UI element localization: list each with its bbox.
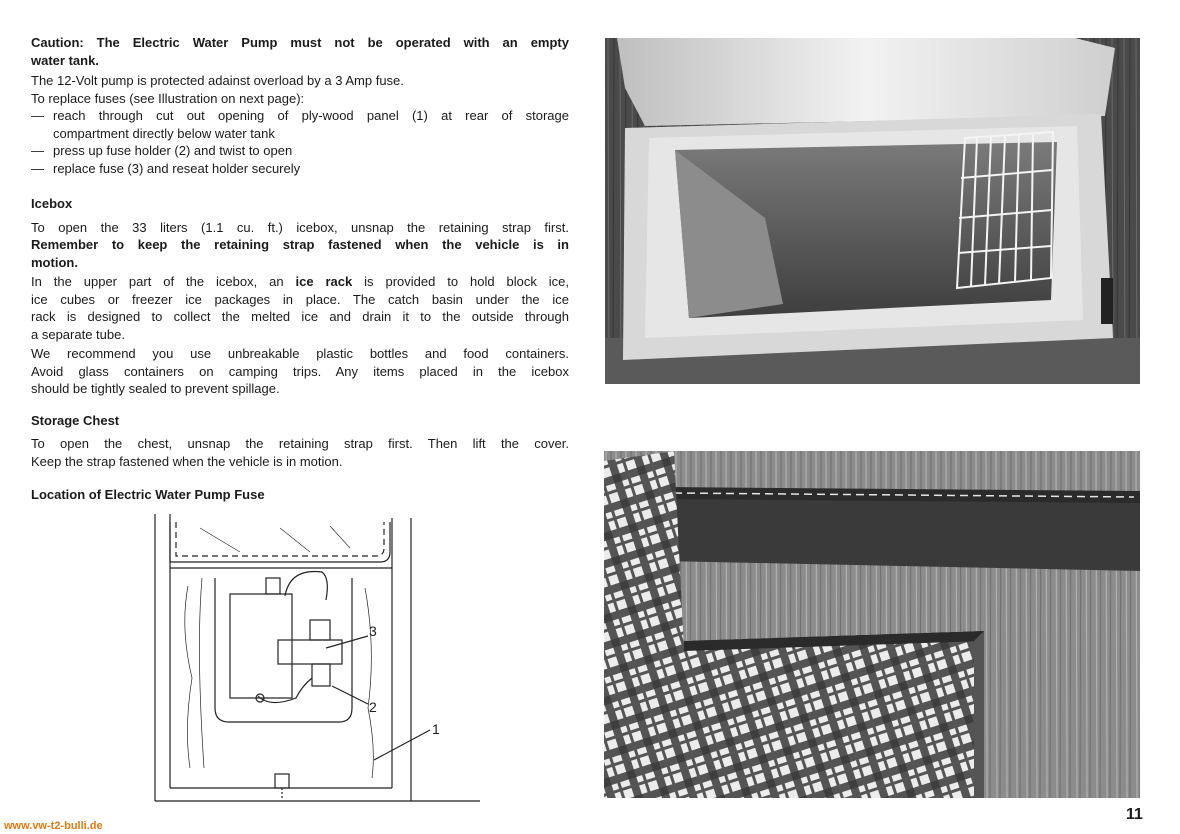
icebox-p1a: To open the 33 liters (1.1 cu. ft.) icebox, unsnap the retaining strap first. <box>31 219 569 235</box>
storage-chest-photo-image <box>604 451 1140 798</box>
icebox-photo-image <box>605 38 1140 384</box>
chest-p1b: Keep the strap fastened when the vehicle is in motion. <box>31 453 343 469</box>
footer-website-url: www.vw-t2-bulli.de <box>4 820 103 832</box>
icebox-p2a-post: is provided to hold block ice, <box>352 274 569 289</box>
fuse-location-heading: Location of Electric Water Pump Fuse <box>31 487 265 502</box>
chest-heading: Storage Chest <box>31 412 120 428</box>
pump-step-1a: — reach through cut out opening of ply-wood panel (1) at rear of storage <box>31 107 569 125</box>
icebox-p2a <box>31 273 569 291</box>
icebox-p2c: rack is designed to collect the melted ice and drain it to the outside through <box>31 309 569 324</box>
pump-step-1b: compartment directly below water tank <box>53 125 275 141</box>
icebox-p2b: ice cubes or freezer ice packages in place. The catch basin under the ice <box>31 291 569 307</box>
ice-rack-term: ice rack <box>295 274 353 289</box>
fuse-location-illustration <box>140 508 480 804</box>
icebox-p2d: a separate tube. <box>31 326 125 342</box>
icebox-p1b: Remember to keep the retaining strap fastened when the vehicle is in <box>31 237 569 252</box>
page-number: 11 <box>1126 806 1143 823</box>
figure-label-2: 2 <box>369 699 377 715</box>
figure-label-3: 3 <box>369 623 377 639</box>
pump-step-2: — press up fuse holder (2) and twist to open <box>31 142 569 160</box>
icebox-p3c: should be tightly sealed to prevent spillage. <box>31 381 280 396</box>
icebox-p3a: We recommend you use unbreakable plastic bottles and food containers. <box>31 346 569 361</box>
pump-line-1: The 12-Volt pump is protected adainst overload by a 3 Amp fuse. <box>31 73 404 88</box>
pump-line-2: To replace fuses (see Illustration on next page): <box>31 90 305 106</box>
chest-p1a: To open the chest, unsnap the retaining strap first. Then lift the cover. <box>31 436 569 451</box>
figure-label-1: 1 <box>432 721 440 737</box>
icebox-photo <box>605 38 1140 384</box>
caution-line-2: water tank. <box>31 52 99 68</box>
icebox-p1c: motion. <box>31 254 78 270</box>
text-column <box>31 34 569 510</box>
icebox-heading: Icebox <box>31 196 73 211</box>
icebox-p3b: Avoid glass containers on camping trips. Any items placed in the icebox <box>31 363 569 379</box>
caution-line-1: Caution: The Electric Water Pump must not be operated with an empty <box>31 35 569 50</box>
storage-chest-photo <box>604 451 1140 798</box>
icebox-p2a-pre: In the upper part of the icebox, an <box>31 274 296 289</box>
pump-step-3: — replace fuse (3) and reseat holder securely <box>31 160 569 178</box>
